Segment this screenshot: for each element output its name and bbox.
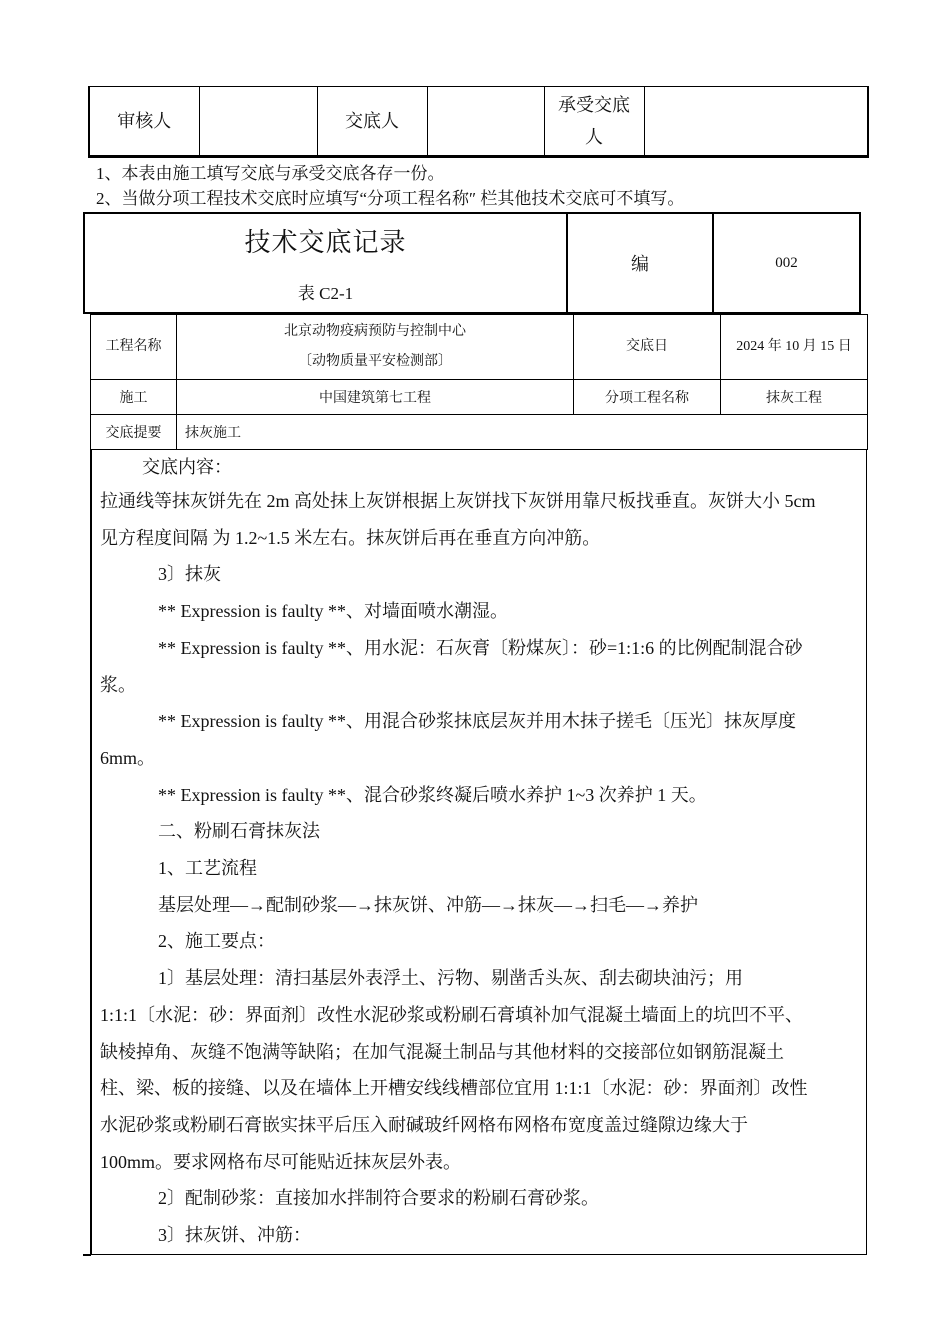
project-name-line1: 北京动物疫病预防与控制中心 xyxy=(284,324,466,339)
date-value: 2024 年 10 月 15 日 xyxy=(721,315,868,380)
project-name xyxy=(177,315,574,380)
form-number: 表 C2-1 xyxy=(297,284,354,303)
note-1: 1、本表由施工填写交底与承受交底各存一份。 xyxy=(96,164,445,183)
summary-label: 交底提要 xyxy=(91,415,177,450)
content-line: 2〕配制砂浆：直接加水拌制符合要求的粉刷石膏砂浆。 xyxy=(158,1188,599,1209)
project-label: 工程名称 xyxy=(91,315,177,380)
content-line: 浆。 xyxy=(100,674,136,695)
content-line: 100mm。要求网格布尽可能贴近抹灰层外表。 xyxy=(100,1151,462,1172)
content-line: 3〕抹灰饼、冲筋： xyxy=(158,1225,311,1246)
info-table xyxy=(90,314,868,450)
content-line: 二、粉刷石膏抹灰法 xyxy=(158,821,320,842)
content-line: ** Expression is faulty **、对墙面喷水潮湿。 xyxy=(158,601,508,622)
content-line: 1、工艺流程 xyxy=(158,858,257,879)
code-value: 002 xyxy=(713,213,860,313)
receiver-label xyxy=(544,87,644,157)
sign-table xyxy=(88,86,869,158)
reviewer-value[interactable] xyxy=(199,87,317,157)
title-cell xyxy=(84,213,567,313)
receiver-label-line2: 人 xyxy=(585,127,603,147)
bottom-left-tick xyxy=(83,1254,91,1256)
content-line: 6mm。 xyxy=(100,747,156,768)
receiver-label-line1: 承受交底 xyxy=(558,95,630,115)
content-line: ** Expression is faulty **、用混合砂浆抹底层灰并用木抹子搓毛〔压光〕抹灰厚度 xyxy=(158,711,796,732)
content-line: 拉通线等抹灰饼先在 2m 高处抹上灰饼根据上灰饼找下灰饼用靠尺板找垂直。灰饼大小 5cm xyxy=(100,491,816,511)
content-heading: 交底内容： xyxy=(142,457,232,477)
content-line: 见方程度间隔 为 1.2~1.5 米左右。抹灰饼后再在垂直方向冲筋。 xyxy=(100,527,601,548)
document-title: 技术交底记录 xyxy=(244,228,407,257)
content-line: 水泥砂浆或粉刷石膏嵌实抹平后压入耐碱玻纤网格布网格布宽度盖过缝隙边缘大于 xyxy=(100,1114,748,1135)
subproject-label: 分项工程名称 xyxy=(574,380,721,415)
content-line: 1〕基层处理：清扫基层外表浮土、污物、剔凿舌头灰、刮去砌块油污；用 xyxy=(158,968,743,989)
discloser-value[interactable] xyxy=(427,87,544,157)
content-line: 基层处理—→配制砂浆—→抹灰饼、冲筋—→抹灰—→扫毛—→养护 xyxy=(158,894,698,915)
discloser-label: 交底人 xyxy=(317,87,427,157)
reviewer-label: 审核人 xyxy=(89,87,199,157)
code-label: 编 xyxy=(567,213,713,313)
title-table xyxy=(83,212,861,314)
summary-value: 抹灰施工 xyxy=(177,415,868,450)
project-name-line2: 〔动物质量平安检测部〕 xyxy=(298,354,452,369)
content-line: ** Expression is faulty **、用水泥：石灰膏〔粉煤灰〕：砂=1:1:6 的比例配制混合砂 xyxy=(158,637,803,658)
content-line: 缺棱掉角、灰缝不饱满等缺陷；在加气混凝土制品与其他材料的交接部位如钢筋混凝土 xyxy=(100,1041,784,1062)
date-label: 交底日 xyxy=(574,315,721,380)
disclosure-content xyxy=(90,449,867,1255)
content-line: 3〕抹灰 xyxy=(158,564,221,585)
content-line: 1:1:1〔水泥：砂：界面剂〕改性水泥砂浆或粉刷石膏填补加气混凝土墙面上的坑凹不平、 xyxy=(100,1004,803,1025)
construction-label: 施工 xyxy=(91,380,177,415)
content-line: ** Expression is faulty **、混合砂浆终凝后喷水养护 1~3 次养护 1 天。 xyxy=(158,784,707,805)
receiver-value[interactable] xyxy=(644,87,868,157)
subproject-value: 抹灰工程 xyxy=(721,380,868,415)
content-line: 柱、梁、板的接缝、以及在墙体上开槽安线线槽部位宜用 1:1:1〔水泥：砂：界面剂〕改性 xyxy=(100,1078,808,1099)
content-line: 2、施工要点： xyxy=(158,931,275,952)
note-2: 2、当做分项工程技术交底时应填写“分项工程名称″ 栏其他技术交底可不填写。 xyxy=(96,189,685,208)
construction-value: 中国建筑第七工程 xyxy=(177,380,574,415)
